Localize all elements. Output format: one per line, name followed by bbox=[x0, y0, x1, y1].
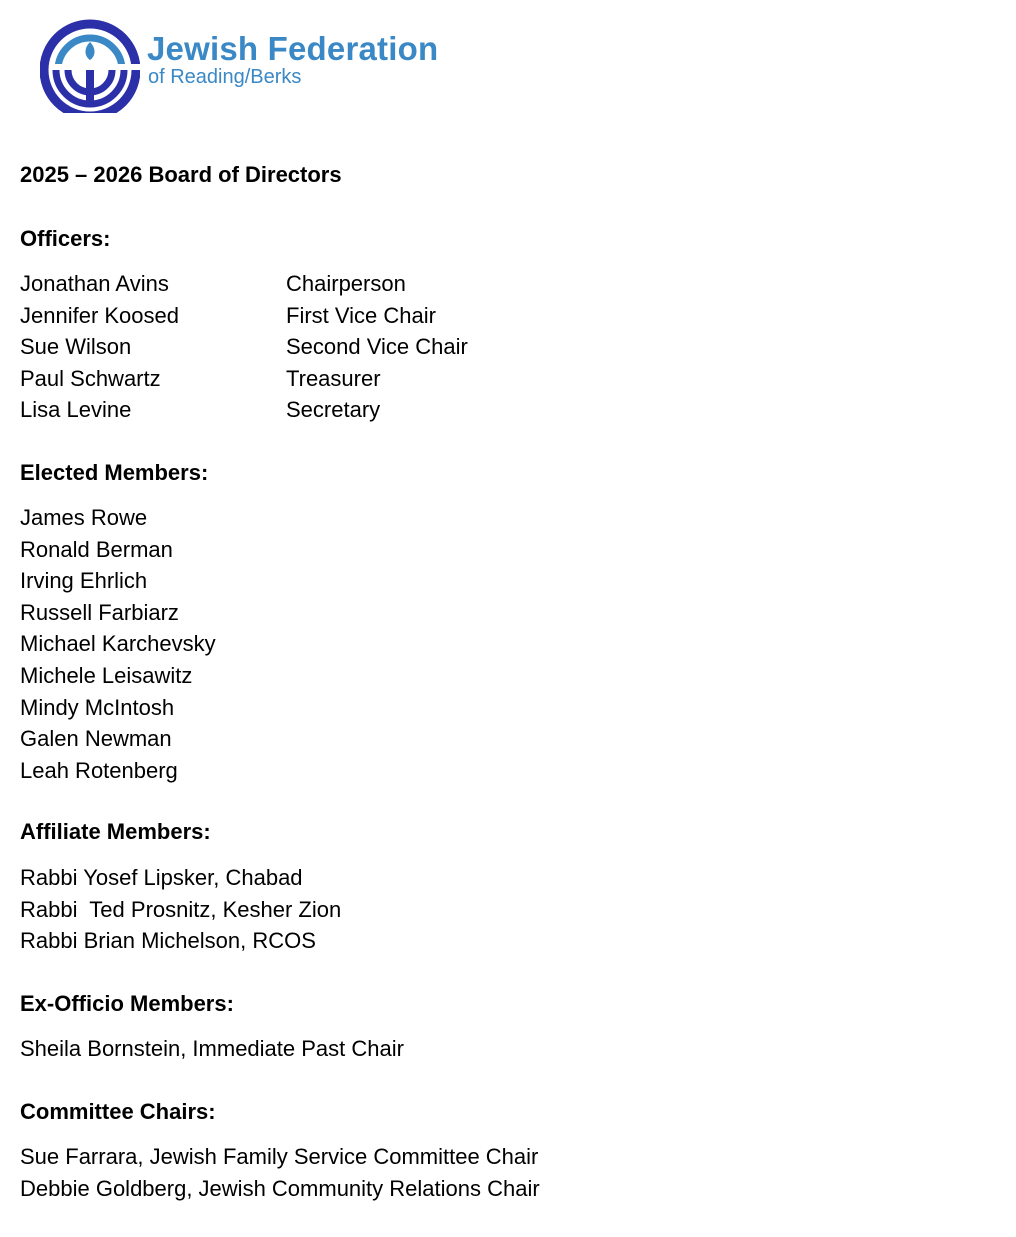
officer-role: Treasurer bbox=[286, 366, 381, 391]
list-item: Leah Rotenberg bbox=[20, 757, 178, 783]
list-item: Debbie Goldberg, Jewish Community Relations Chair bbox=[20, 1175, 540, 1201]
org-subtitle: of Reading/Berks bbox=[148, 66, 302, 88]
officer-name: Lisa Levine bbox=[20, 397, 132, 422]
elected-list bbox=[20, 502, 216, 786]
exofficio-list bbox=[20, 1033, 404, 1065]
officer-name: Sue Wilson bbox=[20, 334, 132, 359]
elected-heading: Elected Members: bbox=[20, 460, 209, 485]
list-item: Rabbi Ted Prosnitz, Kesher Zion bbox=[20, 896, 342, 922]
list-item: Mindy McIntosh bbox=[20, 694, 175, 720]
list-item: Michael Karchevsky bbox=[20, 631, 216, 657]
officer-role: Second Vice Chair bbox=[286, 334, 468, 359]
officer-name: Paul Schwartz bbox=[20, 366, 161, 391]
list-item: Sue Farrara, Jewish Family Service Committee Chair bbox=[20, 1144, 539, 1169]
officer-name: Jennifer Koosed bbox=[20, 303, 179, 328]
exofficio-heading: Ex-Officio Members: bbox=[20, 991, 234, 1016]
list-item: Rabbi Yosef Lipsker, Chabad bbox=[20, 865, 303, 890]
list-item: Russell Farbiarz bbox=[20, 599, 179, 625]
list-item: Rabbi Brian Michelson, RCOS bbox=[20, 928, 316, 954]
list-item: Irving Ehrlich bbox=[20, 568, 148, 594]
org-name: Jewish Federation bbox=[147, 30, 439, 67]
list-item: Galen Newman bbox=[20, 726, 172, 752]
list-item: Ronald Berman bbox=[20, 536, 173, 562]
committee-list bbox=[20, 1141, 540, 1204]
list-item: James Rowe bbox=[20, 505, 148, 530]
officer-role: Secretary bbox=[286, 397, 381, 422]
officer-role: Chairperson bbox=[286, 271, 406, 296]
affiliate-heading: Affiliate Members: bbox=[20, 819, 211, 844]
officer-role: First Vice Chair bbox=[286, 303, 436, 328]
org-logo bbox=[40, 18, 460, 113]
list-item: Sheila Bornstein, Immediate Past Chair bbox=[20, 1036, 404, 1061]
list-item: Michele Leisawitz bbox=[20, 662, 193, 688]
officer-name: Jonathan Avins bbox=[20, 271, 169, 296]
committee-heading: Committee Chairs: bbox=[20, 1099, 216, 1124]
officers-heading: Officers: bbox=[20, 226, 111, 251]
menorah-logo-icon bbox=[40, 18, 140, 113]
page-title: 2025 – 2026 Board of Directors bbox=[20, 162, 342, 187]
affiliate-list bbox=[20, 862, 341, 957]
